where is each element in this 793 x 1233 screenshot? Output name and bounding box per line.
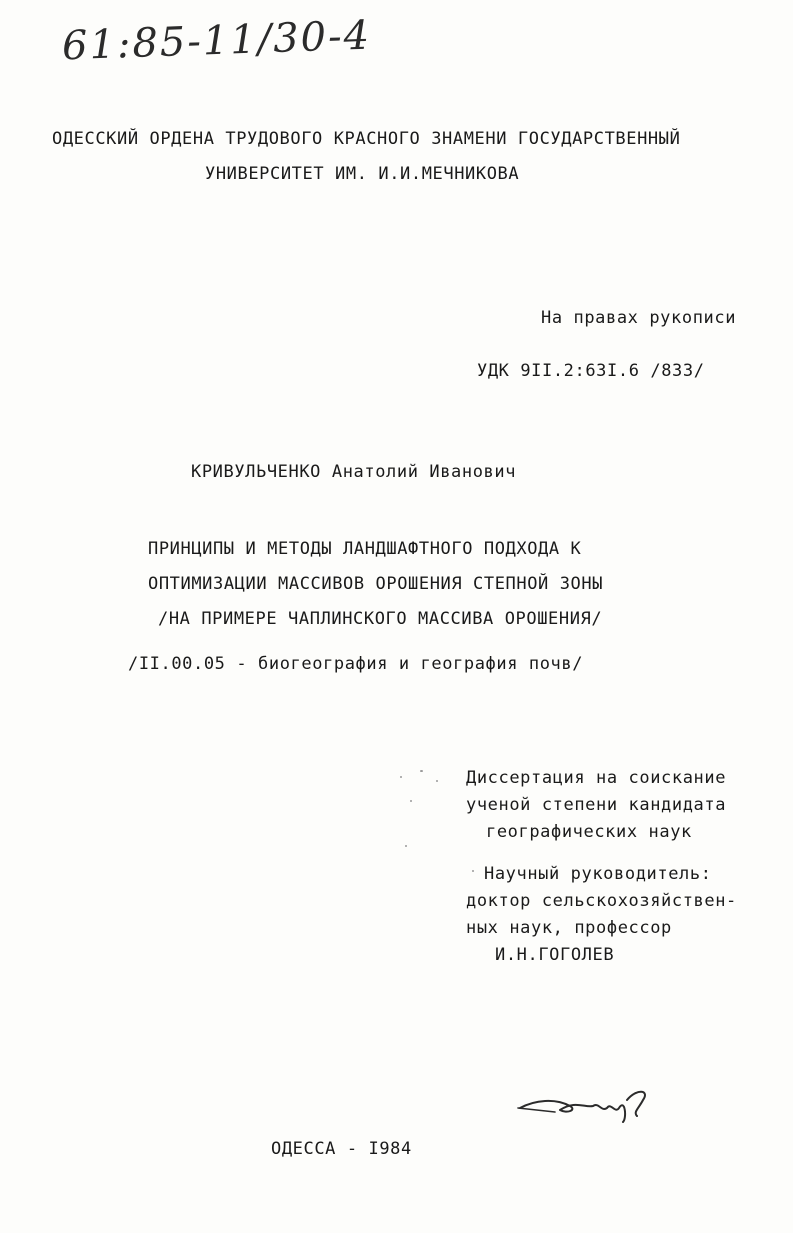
institution-line-2: УНИВЕРСИТЕТ ИМ. И.И.МЕЧНИКОВА [205,164,520,184]
title-line-2: ОПТИМИЗАЦИИ МАССИВОВ ОРОШЕНИЯ СТЕПНОЙ ЗОНЫ [148,574,604,594]
supervisor-line-2: доктор сельскохозяйствен- [466,891,737,911]
dissertation-line-2: ученой степени кандидата [466,795,727,815]
dissertation-line-1: Диссертация на соискание [466,768,727,788]
scan-speck [472,870,474,872]
author-name: КРИВУЛЬЧЕНКО Анатолий Иванович [191,462,517,482]
scan-speck [410,800,412,802]
scan-speck [400,776,402,778]
supervisor-line-3: ных наук, профессор [466,918,672,938]
dissertation-line-3: географических наук [486,822,692,842]
scan-speck [405,845,407,847]
title-line-1: ПРИНЦИПЫ И МЕТОДЫ ЛАНДШАФТНОГО ПОДХОДА К [148,539,582,559]
udk-code: УДК 9II.2:63I.6 /833/ [477,361,705,381]
signature-scribble [515,1078,660,1128]
scan-speck [420,770,423,772]
rights-notice: На правах рукописи [541,308,737,328]
title-line-3: /НА ПРИМЕРЕ ЧАПЛИНСКОГО МАССИВА ОРОШЕНИЯ/ [158,609,603,629]
supervisor-line-1: Научный руководитель: [484,864,712,884]
specialty-code: /II.00.05 - биогеография и география почв/ [128,654,584,674]
institution-line-1: ОДЕССКИЙ ОРДЕНА ТРУДОВОГО КРАСНОГО ЗНАМЕНИ ГОСУДАРСТВЕННЫЙ [52,129,681,149]
scan-speck [436,780,438,782]
supervisor-line-4: И.Н.ГОГОЛЕВ [495,945,615,965]
handwritten-catalog-number: 61:85-11/30-4 [61,12,372,70]
city-year: ОДЕССА - I984 [271,1139,412,1159]
